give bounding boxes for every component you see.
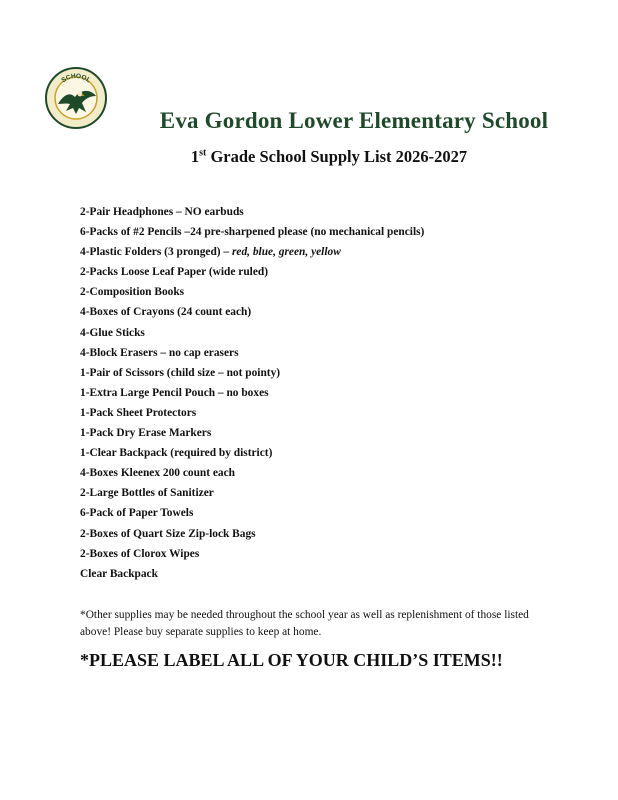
supply-item: 4-Boxes Kleenex 200 count each xyxy=(80,467,236,480)
supply-item: 1-Extra Large Pencil Pouch – no boxes xyxy=(80,386,269,399)
label-reminder: *PLEASE LABEL ALL OF YOUR CHILD’S ITEMS!! xyxy=(80,650,503,670)
supply-list xyxy=(80,202,600,584)
supply-item: 2-Boxes of Clorox Wipes xyxy=(80,547,200,560)
supply-item: 2-Boxes of Quart Size Zip-lock Bags xyxy=(80,527,256,540)
grade-suffix: st xyxy=(199,147,207,159)
supply-item: 1-Clear Backpack (required by district) xyxy=(80,447,273,460)
supply-item: 1-Pair of Scissors (child size – not pointy) xyxy=(80,366,281,379)
grade-number: 1 xyxy=(190,147,200,166)
supply-item: 1-Pack Dry Erase Markers xyxy=(80,427,212,440)
supply-item: 1-Pack Sheet Protectors xyxy=(80,406,197,419)
supply-item: 4-Glue Sticks xyxy=(80,326,145,339)
supply-item: 4-Plastic Folders (3 pronged) – red, blue, green, yellow xyxy=(80,246,341,259)
supply-item: 4-Boxes of Crayons (24 count each) xyxy=(80,306,252,319)
supply-item: Clear Backpack xyxy=(80,567,158,580)
supply-item: 2-Large Bottles of Sanitizer xyxy=(80,487,214,500)
supply-item: 2-Composition Books xyxy=(80,286,185,299)
school-name: Eva Gordon Lower Elementary School xyxy=(159,108,549,133)
folder-colors: red, blue, green, yellow xyxy=(231,246,341,259)
list-title xyxy=(0,147,618,167)
supply-item: 6-Packs of #2 Pencils –24 pre-sharpened please (no mechanical pencils) xyxy=(80,226,425,239)
supply-item: 4-Block Erasers – no cap erasers xyxy=(80,346,239,359)
supplies-note: *Other supplies may be needed throughout the school year as well as replenishment of those listed above! Please buy separate supplies to keep at home. xyxy=(80,609,529,638)
supply-item: 6-Pack of Paper Towels xyxy=(80,507,194,520)
supply-item: 2-Packs Loose Leaf Paper (wide ruled) xyxy=(80,266,269,279)
supply-item: 2-Pair Headphones – NO earbuds xyxy=(80,206,244,218)
seal-ring-text: SCHOOL xyxy=(60,72,92,85)
list-title-text: Grade School Supply List 2026-2027 xyxy=(210,147,468,166)
